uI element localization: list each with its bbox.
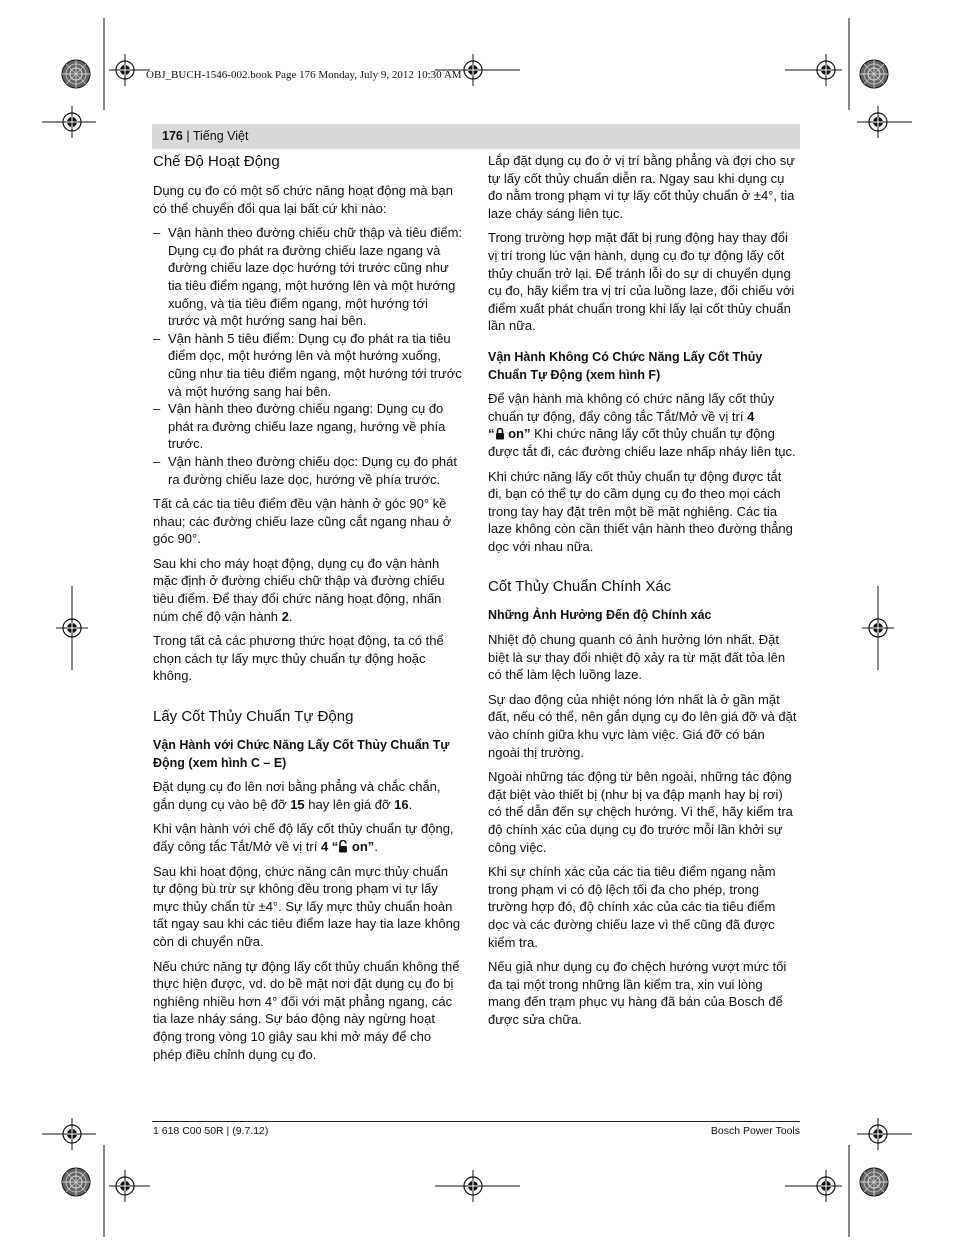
list-item: – Vận hành theo đường chiếu dọc: Dụng cụ đo phát ra đường chiếu laze dọc, hướng về phía trước. (153, 453, 463, 488)
registration-mark-icon (810, 54, 842, 86)
lock-icon (495, 427, 505, 440)
text-run: . (408, 796, 413, 812)
registration-mark-icon (109, 54, 141, 86)
header-separator: | (186, 129, 190, 143)
mode-list (153, 224, 463, 488)
registration-mark-icon (862, 612, 894, 644)
paragraph: Sau khi hoạt động, chức năng cân mực thủy chuẩn tự động bù trừ sự không đều trong phạm vi tự lấy mực thủy chẩn từ ±4°. Sự lấy mực thủy chuẩn hoàn tất ngay sau khi các tiêu điểm laze hay tia laze không còn di chuyển nữa. (153, 863, 461, 949)
registration-mark-icon (810, 1170, 842, 1202)
list-item: – Vận hành theo đường chiếu ngang: Dụng cụ đo phát ra đường chiếu laze ngang, hướng về phía trước. (153, 400, 463, 453)
text-run: Sau khi cho máy hoạt động, dụng cụ đo vận hành mặc định ở đường chiếu chữ thập và đường chiếu tiêu điểm. Để thay đổi chức năng hoạt động, nhấn núm chế độ vận hành (153, 555, 445, 624)
text-run: Khi vận hành với chế độ lấy cốt thủy chuẩn tự động, đẩy công tắc Tắt/Mở về vị trí (153, 821, 454, 854)
footer-brand: Bosch Power Tools (710, 1125, 800, 1137)
paragraph: Tất cả các tia tiêu điểm đều vận hành ở góc 90° kề nhau; các đường chiếu laze cũng cắt ngang nhau ở góc 90°. (153, 496, 452, 547)
paragraph: Sự dao động của nhiệt nóng lớn nhất là ở gần mặt đất, nếu có thể, nên gắn dụng cụ đo lên giá đỡ và đặt vào chính giữa khu vực làm việc. Giá đỡ có bán ngoài thị trường. (488, 691, 797, 760)
bold-ref: 16 (394, 796, 409, 812)
bold-ref: “ (488, 426, 495, 442)
color-target-icon (860, 1168, 888, 1196)
paragraph (153, 555, 463, 625)
registration-mark-icon (56, 612, 88, 644)
subsection-title: Những Ảnh Hưởng Đến độ Chính xác (488, 608, 712, 623)
paragraph: Trong tất cả các phương thức hoạt động, ta có thể chọn cách tự lấy mực thủy chuẩn tự động hoặc không. (153, 633, 444, 684)
paragraph: Trong trường hợp mặt đất bị rung động hay thay đổi vị trí trong lúc vận hành, dụng cụ đo tự động lấy cốt thủy chuẩn trở lại. Để tránh lỗi do sự di chuyển dụng cụ đo, hãy kiểm tra vị trí của luồng laze, đối chiếu với điểm xuất phát chuẩn trong khi lấy lại cốt thủy chuẩn lần nữa. (488, 230, 795, 334)
registration-mark-icon (56, 106, 88, 138)
paragraph (153, 778, 463, 813)
color-target-icon (62, 1168, 90, 1196)
registration-mark-icon (862, 106, 894, 138)
footer-rule (152, 1121, 800, 1122)
text-run: Khi chức năng lấy cốt thủy chuẩn tự động được tắt đi, các đường chiếu laze nhấp nháy liên tục. (488, 426, 796, 459)
paragraph: Ngoài những tác động từ bên ngoài, những tác động đặt biệt vào thiết bị (như bị va đập mạnh hay bị rơi) có thể dẫn đến sự chệch hướng. Vì thế, hãy kiểm tra độ chính xác của dụng cụ đo trước mỗi lần khởi sự công việc. (488, 769, 793, 855)
unlock-icon (338, 840, 348, 853)
paragraph: Nếu giả như dụng cụ đo chệch hướng vượt mức tối đa tại một trong những lần kiểm tra, xin vui lòng mang đến trạm phục vụ hàng đã bán của Bosch để được sửa chữa. (488, 959, 787, 1027)
color-target-icon (62, 60, 90, 88)
registration-mark-icon (457, 1170, 489, 1202)
bold-ref: 2 (281, 608, 289, 624)
section-title-operating-modes: Chế Độ Hoạt Động (153, 153, 280, 170)
bold-ref: 4 (747, 408, 755, 424)
paragraph: Lắp đặt dụng cụ đo ở vị trí bằng phẳng và đợi cho sự tự lấy cốt thủy chuẩn diễn ra. Ngay sau khi dụng cụ đo nằm trong phạm vi tự lấy cốt thủy chuẩn ở ±4°, tia laze cháy sáng liên tục. (488, 153, 795, 221)
registration-mark-icon (109, 1170, 141, 1202)
list-item: – Vận hành theo đường chiếu chữ thập và tiêu điểm: Dụng cụ đo phát ra đường chiếu laze ngang và đường chiếu laze dọc hướng tới trước cũng như tia tiêu điểm ngang, một hướng lên và một hướng xuống, và tia tiêu điểm ngang, một hướng tới trước và một hướng sang hai bên. (153, 224, 463, 330)
registration-mark-icon (56, 1118, 88, 1150)
text-run: Để vận hành mà không có chức năng lấy cốt thủy chuẩn tự động, đẩy công tắc Tắt/Mở về vị trí (488, 391, 775, 424)
page-header (152, 124, 800, 149)
list-item: – Vận hành 5 tiêu điểm: Dụng cụ đo phát ra tia tiêu điểm dọc, một hướng lên và một hướng xuống, cũng như tia tiêu điểm ngang, một hướng tới trước và một hướng sang hai bên. (153, 330, 463, 400)
left-column (153, 152, 463, 1070)
subsection-title: Vận Hành Không Có Chức Năng Lấy Cốt Thủy Chuẩn Tự Động (xem hình F) (488, 349, 763, 382)
paragraph (488, 390, 798, 460)
header-text (162, 129, 248, 143)
text-run: Đặt dụng cụ đo lên nơi bằng phẳng và chắc chắn, gắn dụng cụ vào bệ đỡ (153, 779, 441, 812)
bold-ref: 15 (290, 796, 305, 812)
paragraph: Khi chức năng lấy cốt thủy chuẩn tự động được tắt đi, bạn có thể tự do cầm dụng cụ đo theo mọi cách trong tay hay đặt trên một bề mặt nghiêng. Các tia laze không còn cần thiết vận hành theo đường thẳng dọc với nhau nữa. (488, 468, 793, 554)
bold-ref: 4 “ (320, 839, 339, 854)
color-target-icon (860, 60, 888, 88)
page-number: 176 (162, 129, 183, 143)
paragraph: Khi sự chính xác của các tia tiêu điểm ngang nằm trong phạm vi có độ lệch tối đa cho phép, trong trường hợp đó, độ chính xác của các tia tiêu điểm dọc và các đường chiếu laze vì thế cũng đã được kiểm tra. (488, 864, 776, 950)
text-run: . (374, 839, 378, 854)
section-title-auto-leveling: Lấy Cốt Thủy Chuẩn Tự Động (153, 708, 354, 726)
paragraph: Dụng cụ đo có một số chức năng hoạt động mà bạn có thể chuyển đổi qua lại bất cứ khi nào: (153, 183, 453, 216)
text-run: . (288, 608, 293, 624)
right-column (488, 152, 798, 1036)
section-title-accuracy: Cốt Thủy Chuẩn Chính Xác (488, 578, 672, 596)
paragraph (153, 820, 463, 855)
text-run: hay lên giá đỡ (304, 796, 395, 812)
paragraph: Nhiệt độ chung quanh có ảnh hưởng lớn nhất. Đặt biệt là sự thay đổi nhiệt độ xảy ra từ mặt đất tỏa lên có thể làm lệch luồng laze. (488, 632, 786, 683)
bold-ref: on” (504, 426, 531, 442)
subsection-title: Vận Hành với Chức Năng Lấy Cốt Thủy Chuẩn Tự Động (xem hình C – E) (153, 738, 450, 770)
footer-code: 1 618 C00 50R | (9.7.12) (153, 1125, 269, 1137)
header-language: Tiếng Việt (192, 129, 249, 143)
print-slug: OBJ_BUCH-1546-002.book Page 176 Monday, July 9, 2012 10:30 AM (146, 69, 462, 81)
paragraph: Nếu chức năng tự động lấy cốt thủy chuẩn không thể thực hiện được, vd. do bề mặt nơi đặt dụng cụ đo bị nghiêng nhiều hơn 4° đối với mặt phẳng ngang, các tia laze nháy sáng. Sự báo động này ngừng hoạt động trong vòng 10 giây sau khi mở máy để cho phép điều chỉnh dụng cụ đo. (153, 958, 460, 1062)
registration-mark-icon (862, 1118, 894, 1150)
bold-ref: on” (348, 839, 375, 854)
